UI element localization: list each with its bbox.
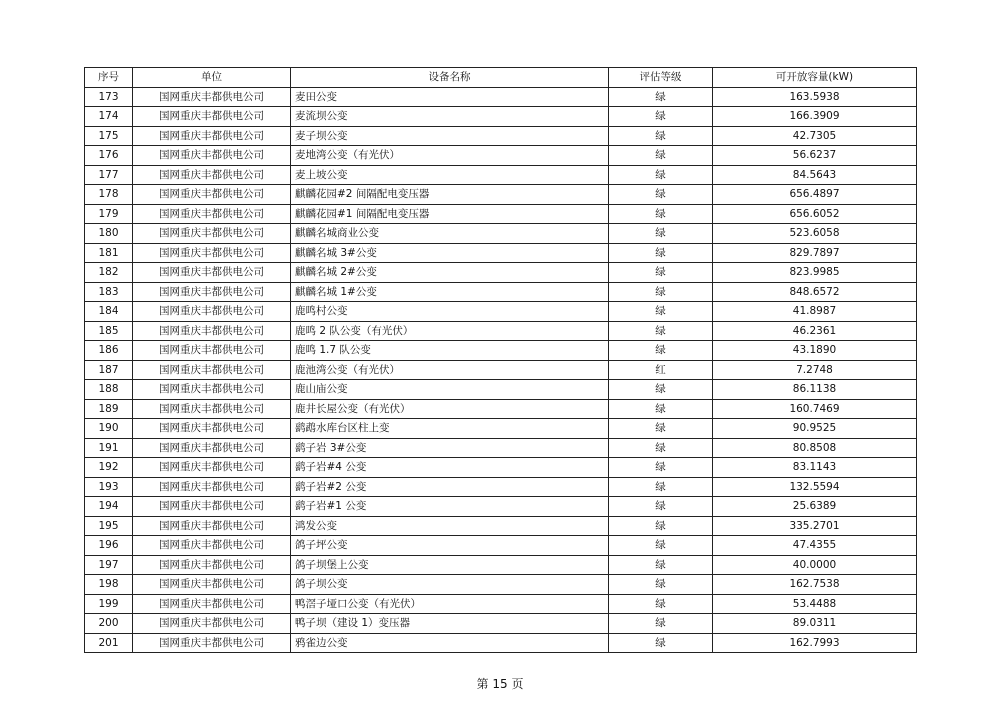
cell-seq: 190 <box>85 419 133 439</box>
cell-unit: 国网重庆丰都供电公司 <box>133 614 291 634</box>
cell-unit: 国网重庆丰都供电公司 <box>133 282 291 302</box>
cell-seq: 185 <box>85 321 133 341</box>
cell-unit: 国网重庆丰都供电公司 <box>133 575 291 595</box>
cell-unit: 国网重庆丰都供电公司 <box>133 185 291 205</box>
cell-capacity: 656.6052 <box>713 204 917 224</box>
cell-capacity: 56.6237 <box>713 146 917 166</box>
cell-device: 鹿鸣 1.7 队公变 <box>291 341 609 361</box>
cell-grade: 绿 <box>609 321 713 341</box>
cell-grade: 绿 <box>609 341 713 361</box>
cell-seq: 194 <box>85 497 133 517</box>
cell-unit: 国网重庆丰都供电公司 <box>133 536 291 556</box>
cell-grade: 绿 <box>609 399 713 419</box>
cell-device: 鸿发公变 <box>291 516 609 536</box>
header-grade: 评估等级 <box>609 68 713 88</box>
cell-grade: 绿 <box>609 555 713 575</box>
table-row <box>85 458 917 478</box>
table-row <box>85 419 917 439</box>
cell-capacity: 80.8508 <box>713 438 917 458</box>
cell-unit: 国网重庆丰都供电公司 <box>133 87 291 107</box>
cell-unit: 国网重庆丰都供电公司 <box>133 399 291 419</box>
cell-capacity: 160.7469 <box>713 399 917 419</box>
cell-capacity: 823.9985 <box>713 263 917 283</box>
cell-capacity: 656.4897 <box>713 185 917 205</box>
cell-device: 麒麟花园#1 间隔配电变压器 <box>291 204 609 224</box>
cell-capacity: 46.2361 <box>713 321 917 341</box>
cell-grade: 绿 <box>609 594 713 614</box>
cell-device: 麦子坝公变 <box>291 126 609 146</box>
cell-device: 鹿池湾公变（有光伏） <box>291 360 609 380</box>
cell-grade: 绿 <box>609 477 713 497</box>
cell-seq: 196 <box>85 536 133 556</box>
cell-capacity: 43.1890 <box>713 341 917 361</box>
cell-device: 麦地湾公变（有光伏） <box>291 146 609 166</box>
cell-seq: 201 <box>85 633 133 653</box>
cell-capacity: 163.5938 <box>713 87 917 107</box>
cell-unit: 国网重庆丰都供电公司 <box>133 360 291 380</box>
cell-grade: 绿 <box>609 633 713 653</box>
cell-unit: 国网重庆丰都供电公司 <box>133 263 291 283</box>
cell-capacity: 848.6572 <box>713 282 917 302</box>
cell-unit: 国网重庆丰都供电公司 <box>133 555 291 575</box>
cell-device: 麦流坝公变 <box>291 107 609 127</box>
cell-unit: 国网重庆丰都供电公司 <box>133 594 291 614</box>
cell-capacity: 335.2701 <box>713 516 917 536</box>
cell-unit: 国网重庆丰都供电公司 <box>133 380 291 400</box>
cell-grade: 绿 <box>609 204 713 224</box>
cell-seq: 195 <box>85 516 133 536</box>
cell-unit: 国网重庆丰都供电公司 <box>133 516 291 536</box>
page-number: 第 15 页 <box>476 677 524 691</box>
cell-capacity: 829.7897 <box>713 243 917 263</box>
cell-unit: 国网重庆丰都供电公司 <box>133 165 291 185</box>
cell-capacity: 7.2748 <box>713 360 917 380</box>
cell-device: 麒麟名城商业公变 <box>291 224 609 244</box>
cell-grade: 绿 <box>609 282 713 302</box>
cell-seq: 179 <box>85 204 133 224</box>
cell-device: 鸽子坝堡上公变 <box>291 555 609 575</box>
table-row <box>85 341 917 361</box>
table-row <box>85 126 917 146</box>
cell-seq: 183 <box>85 282 133 302</box>
cell-capacity: 162.7538 <box>713 575 917 595</box>
table-row <box>85 477 917 497</box>
cell-grade: 绿 <box>609 516 713 536</box>
cell-grade: 绿 <box>609 575 713 595</box>
cell-seq: 186 <box>85 341 133 361</box>
cell-seq: 200 <box>85 614 133 634</box>
cell-grade: 绿 <box>609 87 713 107</box>
cell-grade: 绿 <box>609 614 713 634</box>
cell-capacity: 132.5594 <box>713 477 917 497</box>
cell-grade: 红 <box>609 360 713 380</box>
table-row <box>85 224 917 244</box>
capacity-table <box>84 67 917 653</box>
cell-grade: 绿 <box>609 380 713 400</box>
table-row <box>85 536 917 556</box>
cell-seq: 188 <box>85 380 133 400</box>
table-row <box>85 321 917 341</box>
cell-grade: 绿 <box>609 263 713 283</box>
table-row <box>85 555 917 575</box>
cell-grade: 绿 <box>609 224 713 244</box>
cell-seq: 192 <box>85 458 133 478</box>
cell-unit: 国网重庆丰都供电公司 <box>133 341 291 361</box>
cell-seq: 181 <box>85 243 133 263</box>
table-row <box>85 575 917 595</box>
cell-device: 麒麟花园#2 间隔配电变压器 <box>291 185 609 205</box>
cell-unit: 国网重庆丰都供电公司 <box>133 438 291 458</box>
cell-seq: 176 <box>85 146 133 166</box>
cell-device: 鹞子岩#2 公变 <box>291 477 609 497</box>
cell-seq: 184 <box>85 302 133 322</box>
cell-capacity: 47.4355 <box>713 536 917 556</box>
cell-seq: 174 <box>85 107 133 127</box>
table-row <box>85 204 917 224</box>
cell-unit: 国网重庆丰都供电公司 <box>133 146 291 166</box>
cell-grade: 绿 <box>609 536 713 556</box>
table-row <box>85 243 917 263</box>
table-row <box>85 399 917 419</box>
table-row <box>85 438 917 458</box>
table-row <box>85 263 917 283</box>
cell-device: 鹿井长屋公变（有光伏） <box>291 399 609 419</box>
cell-device: 麦上坡公变 <box>291 165 609 185</box>
cell-capacity: 162.7993 <box>713 633 917 653</box>
cell-device: 鸽子坪公变 <box>291 536 609 556</box>
cell-device: 鹿山庙公变 <box>291 380 609 400</box>
table-row <box>85 633 917 653</box>
cell-seq: 193 <box>85 477 133 497</box>
table-row <box>85 360 917 380</box>
cell-capacity: 41.8987 <box>713 302 917 322</box>
table-header-row <box>85 68 917 88</box>
table-row <box>85 165 917 185</box>
cell-seq: 173 <box>85 87 133 107</box>
cell-seq: 177 <box>85 165 133 185</box>
cell-capacity: 84.5643 <box>713 165 917 185</box>
cell-seq: 178 <box>85 185 133 205</box>
cell-grade: 绿 <box>609 243 713 263</box>
cell-device: 鹿鸣村公变 <box>291 302 609 322</box>
cell-seq: 191 <box>85 438 133 458</box>
table-row <box>85 497 917 517</box>
table-row <box>85 516 917 536</box>
header-capacity: 可开放容量(kW) <box>713 68 917 88</box>
cell-grade: 绿 <box>609 126 713 146</box>
cell-unit: 国网重庆丰都供电公司 <box>133 321 291 341</box>
cell-seq: 175 <box>85 126 133 146</box>
cell-seq: 197 <box>85 555 133 575</box>
cell-capacity: 166.3909 <box>713 107 917 127</box>
cell-unit: 国网重庆丰都供电公司 <box>133 224 291 244</box>
cell-seq: 187 <box>85 360 133 380</box>
table-row <box>85 302 917 322</box>
cell-unit: 国网重庆丰都供电公司 <box>133 243 291 263</box>
cell-capacity: 40.0000 <box>713 555 917 575</box>
cell-unit: 国网重庆丰都供电公司 <box>133 204 291 224</box>
cell-seq: 182 <box>85 263 133 283</box>
table-row <box>85 594 917 614</box>
cell-device: 鹞子岩 3#公变 <box>291 438 609 458</box>
cell-seq: 198 <box>85 575 133 595</box>
cell-unit: 国网重庆丰都供电公司 <box>133 107 291 127</box>
cell-seq: 199 <box>85 594 133 614</box>
cell-grade: 绿 <box>609 146 713 166</box>
cell-unit: 国网重庆丰都供电公司 <box>133 419 291 439</box>
cell-device: 鹞子岩#1 公变 <box>291 497 609 517</box>
cell-capacity: 53.4488 <box>713 594 917 614</box>
cell-grade: 绿 <box>609 107 713 127</box>
cell-unit: 国网重庆丰都供电公司 <box>133 497 291 517</box>
header-device: 设备名称 <box>291 68 609 88</box>
cell-device: 鸽子坝公变 <box>291 575 609 595</box>
cell-capacity: 83.1143 <box>713 458 917 478</box>
cell-unit: 国网重庆丰都供电公司 <box>133 458 291 478</box>
cell-device: 鸭子坝（建设 1）变压器 <box>291 614 609 634</box>
table-row <box>85 185 917 205</box>
cell-capacity: 89.0311 <box>713 614 917 634</box>
cell-grade: 绿 <box>609 165 713 185</box>
cell-grade: 绿 <box>609 497 713 517</box>
cell-grade: 绿 <box>609 438 713 458</box>
header-unit: 单位 <box>133 68 291 88</box>
cell-device: 鸦雀边公变 <box>291 633 609 653</box>
table-row <box>85 614 917 634</box>
cell-device: 鹿鸣 2 队公变（有光伏） <box>291 321 609 341</box>
cell-capacity: 90.9525 <box>713 419 917 439</box>
cell-unit: 国网重庆丰都供电公司 <box>133 477 291 497</box>
cell-grade: 绿 <box>609 419 713 439</box>
cell-device: 麦田公变 <box>291 87 609 107</box>
cell-capacity: 523.6058 <box>713 224 917 244</box>
cell-unit: 国网重庆丰都供电公司 <box>133 633 291 653</box>
cell-device: 鹞子岩#4 公变 <box>291 458 609 478</box>
cell-grade: 绿 <box>609 302 713 322</box>
cell-capacity: 86.1138 <box>713 380 917 400</box>
table-row <box>85 282 917 302</box>
cell-seq: 180 <box>85 224 133 244</box>
cell-device: 麒麟名城 2#公变 <box>291 263 609 283</box>
cell-capacity: 25.6389 <box>713 497 917 517</box>
cell-grade: 绿 <box>609 185 713 205</box>
table-row <box>85 107 917 127</box>
cell-unit: 国网重庆丰都供电公司 <box>133 126 291 146</box>
table-row <box>85 380 917 400</box>
cell-device: 鹞鹉水库台区柱上变 <box>291 419 609 439</box>
table-row <box>85 87 917 107</box>
cell-grade: 绿 <box>609 458 713 478</box>
cell-capacity: 42.7305 <box>713 126 917 146</box>
cell-device: 麒麟名城 1#公变 <box>291 282 609 302</box>
cell-device: 麒麟名城 3#公变 <box>291 243 609 263</box>
cell-device: 鸭滘子垭口公变（有光伏） <box>291 594 609 614</box>
table-row <box>85 146 917 166</box>
cell-seq: 189 <box>85 399 133 419</box>
cell-unit: 国网重庆丰都供电公司 <box>133 302 291 322</box>
header-seq: 序号 <box>85 68 133 88</box>
